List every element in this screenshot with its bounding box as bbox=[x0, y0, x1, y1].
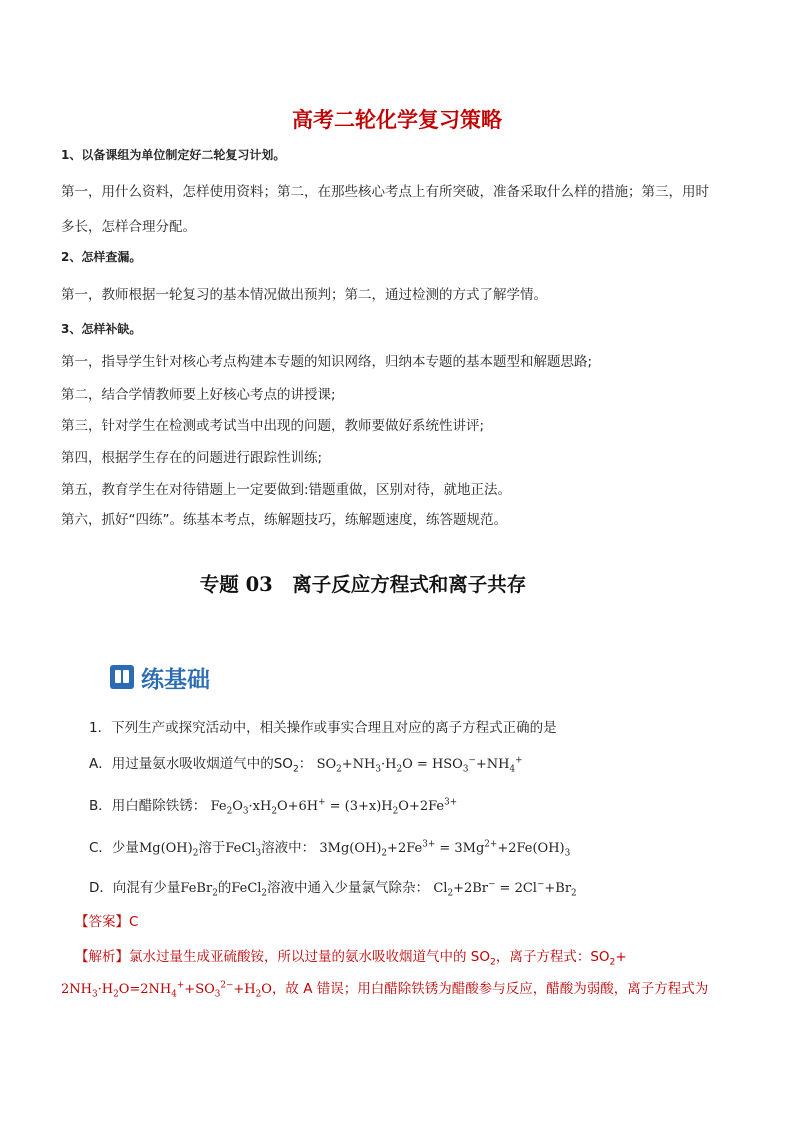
option-b: B．用白醋除铁锈： $Fe_2O_3\cdot xH_2O+6H^+ = (3+x)H_2O+2Fe^{3+}$ bbox=[89, 797, 458, 817]
step-item: 第三，针对学生在检测或考试当中出现的问题，教师要做好系统性讲评; bbox=[61, 418, 485, 434]
section-heading-2: 2、怎样查漏。 bbox=[61, 250, 142, 264]
section-heading-1: 1、以备课组为单位制定好二轮复习计划。 bbox=[61, 148, 286, 162]
explanation-line: $2NH_3\cdot H_2O=2NH_4^++SO_3^{2-}+H_2O$，故 A 错误；用白醋除铁锈为醋酸参与反应，醋酸为弱酸，离子方程式为 bbox=[61, 980, 709, 1000]
step-item: 第五，教育学生在对待错题上一定要做到:错题重做，区别对待，就地正法。 bbox=[61, 482, 512, 498]
answer-line: 【答案】C bbox=[75, 914, 139, 930]
option-a: A．用过量氨水吸收烟道气中的$SO_2$： $SO_2+NH_3\cdot H_2O = HSO_3^-+NH_4^+$ bbox=[89, 755, 523, 775]
option-c: C．少量$Mg(OH)_2$溶于FeCl$_3$溶液中： $3Mg(OH)_2+2Fe^{3+} = 3Mg^{2+}+2Fe(OH)_3$ bbox=[89, 839, 571, 859]
practice-header bbox=[110, 661, 210, 693]
page-title: 高考二轮化学复习策略 bbox=[292, 108, 502, 132]
paragraph-line: 多长，怎样合理分配。 bbox=[61, 219, 196, 235]
step-item: 第一，指导学生针对核心考点构建本专题的知识网络，归纳本专题的基本题型和解题思路; bbox=[61, 354, 593, 370]
option-d: D．向混有少量FeBr$_2$的FeCl$_2$溶液中通入少量氯气除杂： $Cl_2+2Br^- = 2Cl^-+Br_2$ bbox=[89, 879, 577, 899]
step-item: 第四，根据学生存在的问题进行跟踪性训练; bbox=[61, 450, 323, 466]
explanation-line: 【解析】氯水过量生成亚硫酸铵，所以过量的氨水吸收烟道气中的 $SO_2$，离子方程式：$SO_2+$ bbox=[75, 949, 627, 968]
practice-label: 练基础 bbox=[141, 666, 210, 693]
book-icon bbox=[110, 665, 134, 689]
step-item: 第二，结合学情教师要上好核心考点的讲授课; bbox=[61, 387, 336, 403]
paragraph-line: 第一，用什么资料，怎样使用资料；第二，在那些核心考点上有所突破，准备采取什么样的措施；第三，用时 bbox=[61, 184, 709, 200]
step-item: 第六，抓好“四练”。练基本考点，练解题技巧，练解题速度，练答题规范。 bbox=[61, 512, 507, 528]
topic-title: 专题 03 离子反应方程式和离子共存 bbox=[199, 573, 527, 596]
paragraph-line: 第一，教师根据一轮复习的基本情况做出预判；第二，通过检测的方式了解学情。 bbox=[61, 287, 547, 303]
section-heading-3: 3、怎样补缺。 bbox=[61, 322, 142, 336]
question-stem: 1．下列生产或探究活动中，相关操作或事实合理且对应的离子方程式正确的是 bbox=[89, 720, 557, 736]
